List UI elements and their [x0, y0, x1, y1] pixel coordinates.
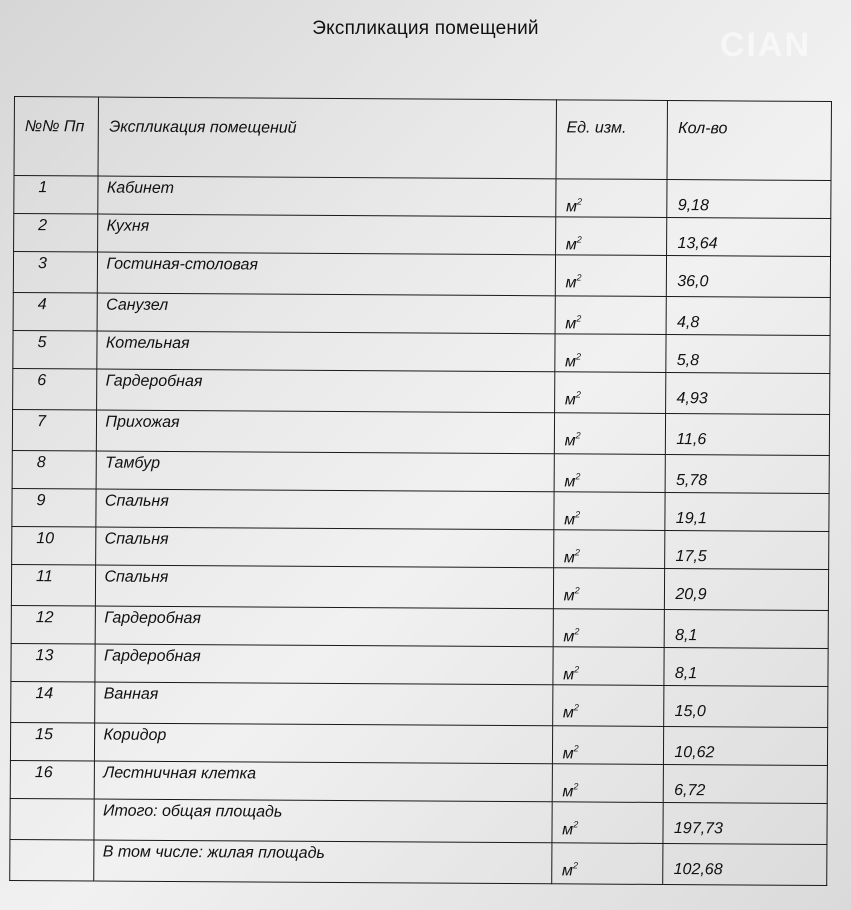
unit-power: 2	[575, 430, 581, 441]
room-name: В том числе: жилая площадь	[94, 840, 552, 884]
unit-cell	[555, 217, 667, 256]
table-row	[12, 526, 829, 569]
unit-cell	[553, 530, 665, 569]
row-number: 9	[12, 488, 97, 527]
row-number: 4	[13, 292, 98, 331]
unit-base: м	[562, 821, 574, 839]
explication-table	[9, 96, 832, 886]
table-row	[14, 214, 831, 257]
row-number	[10, 839, 95, 881]
unit-cell	[553, 647, 665, 686]
unit-base: м	[563, 587, 575, 605]
unit-power: 2	[576, 196, 583, 207]
row-number: 6	[13, 368, 98, 410]
unit-base: м	[564, 511, 576, 529]
unit-cell	[554, 454, 666, 493]
room-name: Гардеробная	[95, 644, 553, 685]
unit-power: 2	[574, 664, 580, 675]
room-name: Котельная	[97, 331, 555, 372]
table-row	[11, 564, 828, 610]
unit-cell	[555, 255, 667, 297]
unit-base: м	[563, 628, 575, 646]
header-name: Экспликация помещений	[98, 97, 556, 179]
unit-cell	[555, 179, 667, 218]
row-number: 11	[11, 564, 96, 606]
unit-cell	[553, 609, 665, 648]
row-number: 3	[13, 252, 98, 294]
unit-power: 2	[573, 781, 579, 792]
room-name: Ванная	[95, 682, 553, 726]
row-number: 7	[12, 409, 97, 451]
row-number	[10, 798, 95, 840]
area-value: 4,8	[666, 296, 830, 335]
area-value: 4,93	[666, 372, 830, 414]
room-name: Санузел	[97, 293, 555, 334]
table-row	[13, 368, 830, 414]
unit-power: 2	[575, 509, 581, 520]
room-name: Итого: общая площадь	[94, 799, 552, 843]
area-value: 102,68	[663, 843, 827, 885]
row-number: 10	[12, 526, 97, 565]
room-name: Спальня	[96, 489, 554, 530]
area-value: 17,5	[665, 530, 829, 569]
unit-power: 2	[573, 702, 579, 713]
table-row	[12, 488, 829, 531]
unit-base: м	[565, 315, 577, 333]
unit-power: 2	[574, 626, 580, 637]
document-title: Экспликация помещений	[312, 18, 539, 39]
area-value: 36,0	[667, 255, 831, 297]
row-number: 14	[11, 681, 96, 723]
table-row	[10, 722, 827, 765]
table-body	[10, 176, 831, 886]
area-value: 19,1	[665, 492, 829, 531]
unit-cell	[555, 296, 667, 335]
header-num: №№ Пп	[14, 97, 99, 177]
area-value: 6,72	[664, 764, 828, 803]
unit-base: м	[565, 353, 577, 371]
table-row	[13, 330, 830, 373]
unit-base: м	[561, 862, 573, 880]
table-row	[10, 839, 827, 885]
unit-base: м	[564, 473, 576, 491]
room-name: Спальня	[96, 565, 554, 609]
unit-power: 2	[576, 234, 582, 245]
unit-power: 2	[572, 860, 579, 871]
room-name: Кухня	[98, 214, 556, 255]
unit-cell	[554, 492, 666, 531]
row-number: 5	[13, 330, 98, 369]
row-number: 12	[11, 605, 96, 644]
row-number: 16	[10, 760, 95, 799]
unit-base: м	[565, 236, 577, 254]
unit-power: 2	[574, 585, 580, 596]
room-name: Гостиная-столовая	[98, 252, 556, 296]
area-value: 20,9	[665, 568, 829, 610]
row-number: 13	[11, 643, 96, 682]
unit-cell	[551, 843, 663, 885]
unit-cell	[552, 764, 664, 803]
room-name: Гардеробная	[97, 369, 555, 413]
area-value: 11,6	[666, 413, 830, 455]
table-row	[10, 798, 827, 844]
unit-cell	[552, 726, 664, 765]
header-unit: Ед. изм.	[556, 100, 668, 180]
room-name: Кабинет	[98, 176, 556, 217]
row-number: 15	[10, 722, 95, 761]
area-value: 10,62	[664, 726, 828, 765]
unit-cell	[552, 685, 664, 727]
row-number: 1	[14, 176, 99, 215]
unit-base: м	[565, 198, 578, 216]
unit-base: м	[562, 783, 574, 801]
area-value: 8,1	[665, 609, 829, 648]
unit-power: 2	[574, 547, 580, 558]
row-number: 8	[12, 450, 97, 489]
unit-base: м	[564, 432, 576, 450]
header-qty: Кол-во	[667, 100, 831, 180]
table-header-row	[14, 97, 831, 181]
unit-power: 2	[576, 313, 582, 324]
area-value: 13,64	[667, 217, 831, 256]
unit-base: м	[562, 704, 574, 722]
area-value: 8,1	[664, 647, 828, 686]
unit-cell	[553, 568, 665, 610]
unit-power: 2	[575, 389, 581, 400]
table-row	[14, 176, 831, 219]
unit-power: 2	[576, 272, 582, 283]
unit-base: м	[565, 274, 577, 292]
table-row	[11, 605, 828, 648]
unit-cell	[554, 413, 666, 455]
unit-cell	[552, 802, 664, 844]
unit-base: м	[563, 549, 575, 567]
table-row	[12, 450, 829, 493]
area-value: 197,73	[663, 802, 827, 844]
room-name: Лестничная клетка	[95, 761, 553, 802]
unit-cell	[555, 334, 667, 373]
unit-cell	[554, 372, 666, 414]
table-row	[12, 409, 829, 455]
unit-power: 2	[575, 471, 581, 482]
table-row	[10, 760, 827, 803]
unit-base: м	[563, 666, 575, 684]
table-row	[13, 292, 830, 335]
table-row	[11, 643, 828, 686]
row-number: 2	[14, 214, 99, 253]
room-name: Тамбур	[97, 451, 555, 492]
watermark-logo: CIAN	[719, 26, 811, 64]
area-value: 5,8	[666, 334, 830, 373]
area-value: 5,78	[665, 454, 829, 493]
room-name: Прихожая	[97, 410, 555, 454]
unit-base: м	[562, 745, 574, 763]
unit-power: 2	[573, 743, 579, 754]
area-value: 9,18	[667, 179, 831, 218]
room-name: Коридор	[95, 723, 553, 764]
table-row	[13, 252, 830, 298]
unit-base: м	[564, 391, 576, 409]
room-name: Спальня	[96, 527, 554, 568]
unit-power: 2	[573, 819, 579, 830]
area-value: 15,0	[664, 685, 828, 727]
room-name: Гардеробная	[96, 606, 554, 647]
unit-power: 2	[576, 351, 582, 362]
table-row	[11, 681, 828, 727]
